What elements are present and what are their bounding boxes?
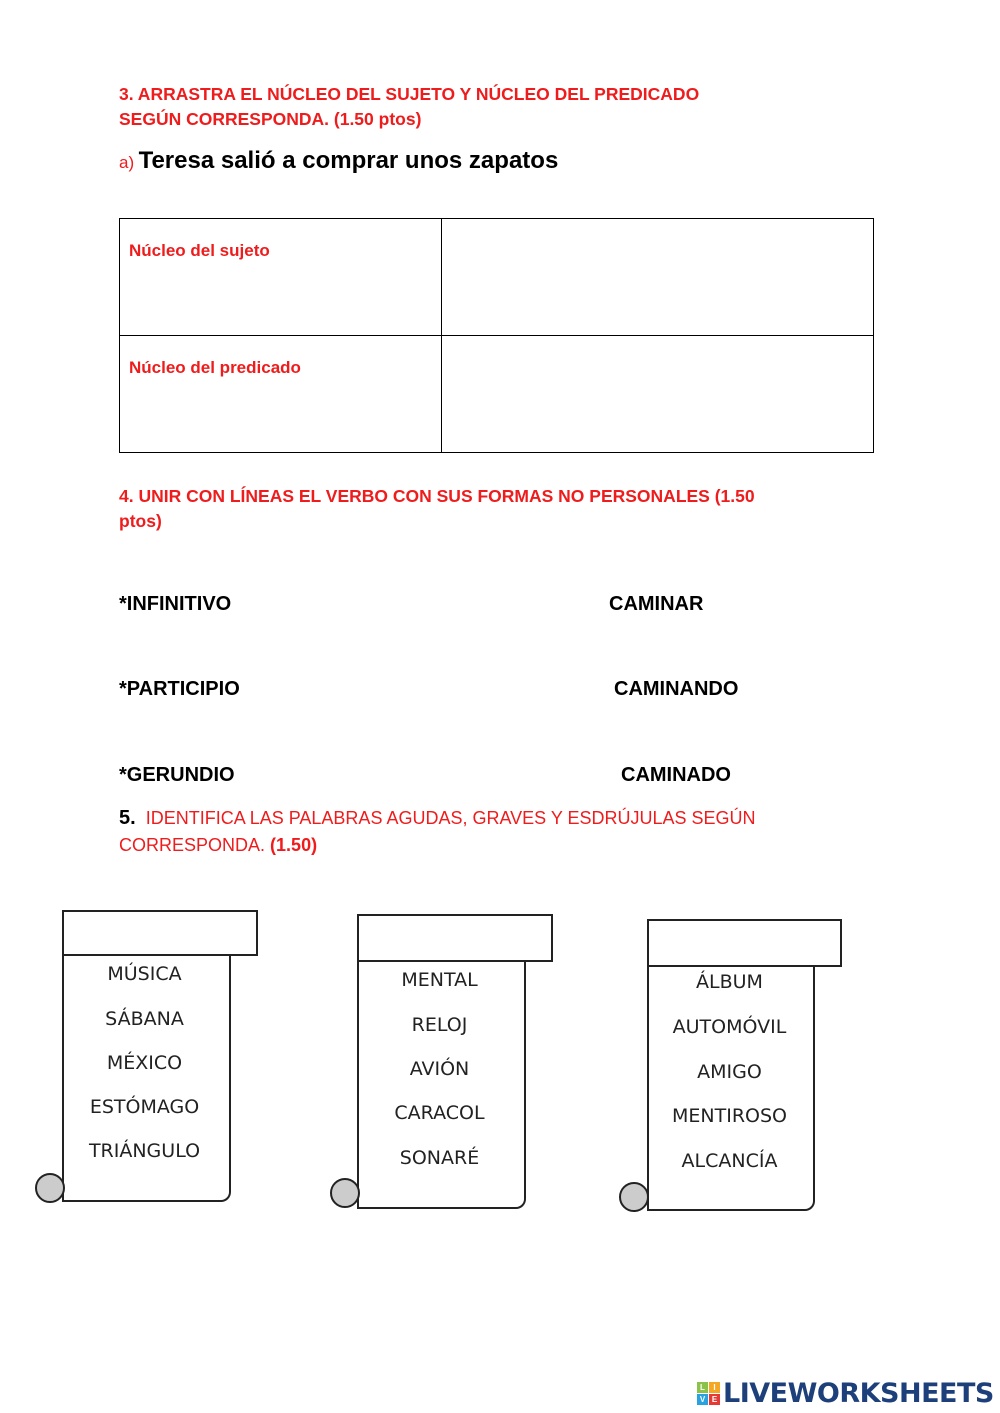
logo-letter: I — [709, 1382, 720, 1393]
scroll-curl-icon — [619, 1182, 649, 1212]
q3-sentence-row — [119, 147, 558, 175]
nucleus-table — [119, 218, 874, 453]
word: CARACOL — [394, 1102, 485, 1124]
match-right-item[interactable]: CAMINADO — [621, 764, 731, 786]
logo-letter: L — [697, 1382, 708, 1393]
word: MÚSICA — [107, 963, 182, 985]
item-label: a) — [119, 153, 135, 172]
scroll-heading-box[interactable] — [647, 919, 842, 967]
logo-squares-icon — [697, 1382, 720, 1405]
sentence: Teresa salió a comprar unos zapatos — [138, 147, 559, 174]
word: TRIÁNGULO — [88, 1140, 201, 1162]
word: MENTIROSO — [672, 1105, 787, 1127]
logo-letter: V — [697, 1394, 708, 1405]
drop-zone-predicate[interactable] — [442, 336, 874, 453]
match-left-item[interactable]: *PARTICIPIO — [119, 678, 240, 700]
scroll-body — [357, 956, 526, 1209]
word: AVIÓN — [409, 1058, 470, 1080]
liveworksheets-logo — [697, 1378, 994, 1409]
logo-text: LIVEWORKSHEETS — [723, 1378, 994, 1409]
q3-title-line2: SEGÚN CORRESPONDA. (1.50 ptos) — [119, 109, 422, 129]
word: AUTOMÓVIL — [672, 1016, 787, 1038]
row-label: Núcleo del predicado — [120, 336, 442, 453]
word: SÁBANA — [105, 1008, 184, 1030]
scroll-heading-box[interactable] — [357, 914, 553, 962]
q4-title-line1: 4. UNIR CON LÍNEAS EL VERBO CON SUS FORMAS NO PERSONALES (1.50 — [119, 486, 755, 506]
match-right-item[interactable]: CAMINANDO — [614, 678, 739, 700]
scroll-body — [647, 961, 815, 1211]
match-right-item[interactable]: CAMINAR — [609, 593, 704, 615]
scroll-curl-icon — [330, 1178, 360, 1208]
row-label: Núcleo del sujeto — [120, 219, 442, 336]
scroll-body — [62, 950, 231, 1202]
q5-title — [119, 805, 756, 859]
word: MÉXICO — [106, 1052, 183, 1074]
q5-points: (1.50) — [270, 835, 318, 855]
logo-letter: E — [709, 1394, 720, 1405]
scroll-curl-icon — [35, 1173, 65, 1203]
word: MENTAL — [401, 969, 478, 991]
match-left-item[interactable]: *GERUNDIO — [119, 764, 235, 786]
word: ESTÓMAGO — [89, 1096, 200, 1118]
q4-title-line2: ptos) — [119, 511, 162, 531]
word: ÁLBUM — [696, 971, 763, 993]
q3-title-line1: 3. ARRASTRA EL NÚCLEO DEL SUJETO Y NÚCLEO DEL PREDICADO — [119, 84, 700, 104]
q5-title-line2: CORRESPONDA. — [119, 835, 266, 855]
word: RELOJ — [411, 1014, 468, 1036]
table-row — [120, 336, 874, 453]
drop-zone-subject[interactable] — [442, 219, 874, 336]
q4-title — [119, 484, 755, 534]
table-row — [120, 219, 874, 336]
scroll-heading-box[interactable] — [62, 910, 258, 956]
word: SONARÉ — [399, 1147, 480, 1169]
q5-title-line1: IDENTIFICA LAS PALABRAS AGUDAS, GRAVES Y ESDRÚJULAS SEGÚN — [145, 808, 756, 828]
word: ALCANCÍA — [681, 1150, 778, 1172]
q3-title — [119, 82, 699, 132]
word: AMIGO — [697, 1061, 762, 1083]
match-left-item[interactable]: *INFINITIVO — [119, 593, 232, 615]
q5-number: 5. — [119, 807, 136, 829]
